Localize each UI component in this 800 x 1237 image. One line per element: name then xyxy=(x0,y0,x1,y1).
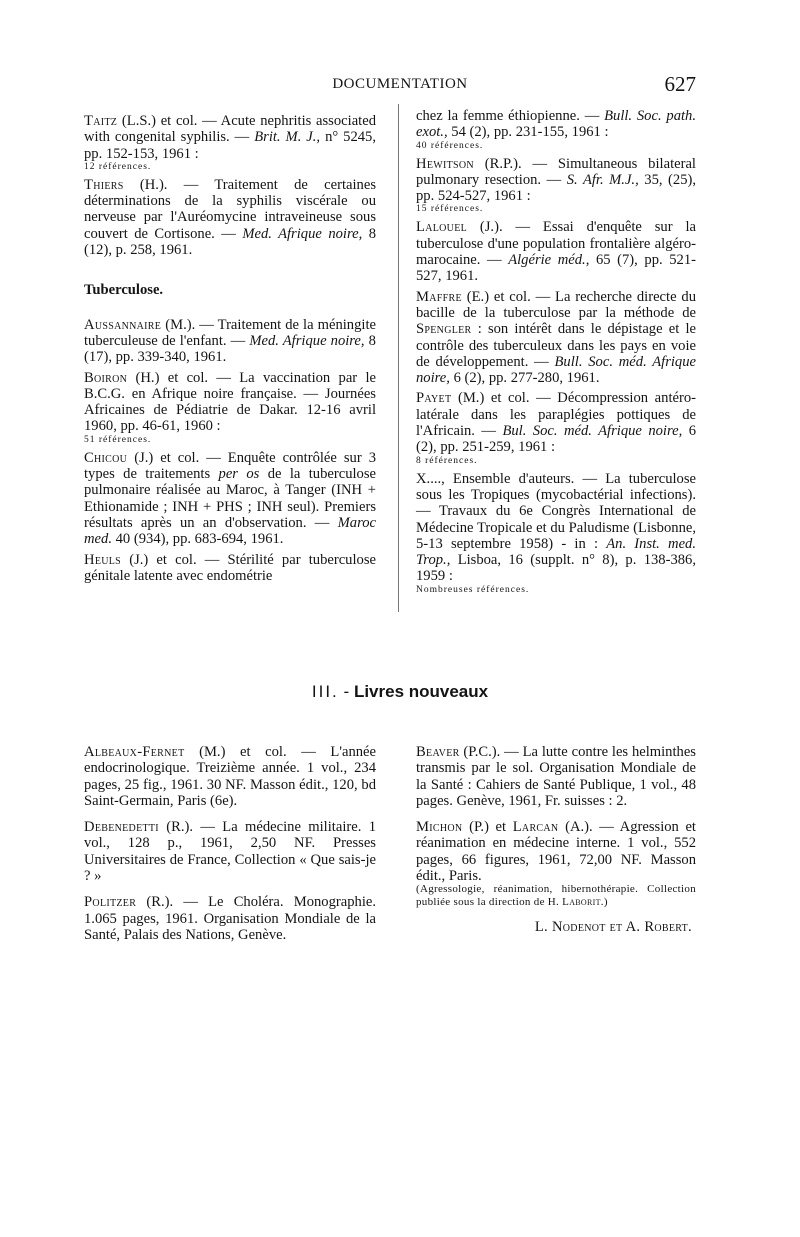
reference-author: Boiron xyxy=(84,369,128,386)
running-header: DOCUMENTATION xyxy=(332,76,468,92)
reference-text: (L.S.) et col. — Acute nephritis associated with congenital syphilis. — xyxy=(84,113,377,146)
reference-entry xyxy=(416,289,696,387)
book-text: (A.). — Agression et réanimation en médecine interne. 1 vol., 552 pages, 66 figures, 1961, 72,00 NF. Masson édit., Paris. xyxy=(416,819,696,885)
reference-source: Bull. Soc. path. exot., xyxy=(416,108,696,141)
page-number: 627 xyxy=(664,72,696,96)
books-right-column xyxy=(416,744,696,936)
reference-source: Med. Afrique noire, xyxy=(249,332,365,349)
reference-text: (E.) et col. — La recherche directe du bacille de la tuberculose par la méthode de xyxy=(416,288,696,321)
reference-author: Chicou xyxy=(84,449,128,466)
reference-note: 15 références. xyxy=(416,204,484,215)
book-author: Beaver xyxy=(416,744,460,760)
reference-author: Taitz xyxy=(84,113,118,129)
reference-author: Thiers xyxy=(84,176,124,193)
reference-entry xyxy=(416,390,696,466)
book-note-text: (Agressologie, réanimation, hibernothérapie. Collection publiée sous la direction de H. xyxy=(416,883,696,909)
reference-text: (J.) et col. — Stérilité par tuberculose génitale latente avec endométrie xyxy=(84,551,376,584)
book-text: (R.). — La médecine militaire. 1 vol., 128 p., 1961, 2,50 NF. Presses Universitaires de France, Collection « Que sais-je ? » xyxy=(84,819,376,885)
reference-entry xyxy=(416,156,696,216)
reference-author: Maffre xyxy=(416,288,462,305)
reference-source: Maroc med. xyxy=(84,514,376,548)
book-author: Debenedetti xyxy=(84,819,159,836)
reference-text: (R.P.). — Simultaneous bilateral pulmonary resection. — xyxy=(416,155,696,188)
book-entry xyxy=(416,819,696,909)
book-text: (P.) et xyxy=(469,819,507,836)
reference-author: Heuls xyxy=(84,551,122,568)
reference-author: Hewitson xyxy=(416,155,474,172)
book-text: (P.C.). — La lutte contre les helminthes transmis par le sol. Organisation Mondiale de la Santé : Cahiers de Santé Publique, 1 vol., 48 pages. Genève, 1961, Fr. suisses : 2. xyxy=(416,744,696,809)
reference-details: 65 (7), pp. 521-527, 1961. xyxy=(416,252,696,285)
book-note-end: .) xyxy=(600,896,608,909)
part-dash: - xyxy=(343,682,350,701)
reference-text: de la tuberculose pulmonaire réalisée au Maroc, à Tanger (INH + Ethionamide ; INH + PHS ; INH seul). Premiers résultats après un an d'observation. — xyxy=(84,466,377,531)
reference-note: 8 références. xyxy=(416,455,478,466)
part-heading xyxy=(0,682,800,702)
reference-note: 40 références. xyxy=(416,140,484,151)
book-author: Larcan xyxy=(512,819,559,836)
book-entry xyxy=(84,819,376,884)
reference-author: Payet xyxy=(416,390,452,407)
reference-author: Lalouel xyxy=(416,219,468,236)
reference-details: n° 5245, pp. 152-153, 1961 : xyxy=(84,129,376,162)
reference-entry xyxy=(84,317,376,366)
reference-source: Bull. Soc. méd. Afrique noire, xyxy=(416,353,697,387)
reference-details: 54 (2), pp. 231-155, 1961 : xyxy=(451,124,609,141)
reference-details: Lisboa, 16 (supplt. n° 8), p. 138-386, 1959 : xyxy=(416,552,696,585)
reference-text: (H.). — Traitement de certaines déterminations de la syphilis viscérale ou nerveuse par l'Auréomycine intraveineuse sous couvert de Cortisone. — xyxy=(84,176,376,242)
reference-text: (J.). — Essai d'enquête sur la tuberculose d'une population frontalière algéro-marocaine. — xyxy=(416,219,696,269)
reference-details: 6 (2), pp. 277-280, 1961. xyxy=(453,370,600,387)
reference-entry xyxy=(84,552,376,585)
right-column xyxy=(416,108,696,600)
reference-source: S. Afr. M.J., xyxy=(566,171,639,188)
section-heading: Tuberculose. xyxy=(84,282,164,299)
reference-text: (J.) et col. — Enquête contrôlée sur 3 types de traitements xyxy=(84,449,376,483)
reference-entry xyxy=(84,450,376,548)
reference-text: (M.). — Traitement de la méningite tuberculeuse de l'enfant. — xyxy=(84,316,376,349)
reference-entry xyxy=(84,370,376,446)
part-number: III. xyxy=(311,682,339,701)
books-left-column xyxy=(84,744,376,953)
reference-entry xyxy=(416,219,696,284)
reference-entry xyxy=(84,177,376,258)
signature: L. Nodenot et A. Robert. xyxy=(534,919,692,936)
reference-note: Nombreuses références. xyxy=(416,584,530,595)
book-author: Albeaux-Fernet xyxy=(84,744,185,760)
book-author: Michon xyxy=(416,819,463,836)
reference-details: 8 (12), p. 258, 1961. xyxy=(84,225,376,259)
reference-text: X...., Ensemble d'auteurs. — La tuberculose sous les Tropiques (mycobactérial infections). — Travaux du 6e Congrès International de Médecine Tropicale et du Paludisme (Lisbonne, 5-13 septembre 1958) - in : xyxy=(416,470,696,552)
column-divider xyxy=(398,104,399,612)
reference-inline-author: Spengler xyxy=(416,321,472,338)
reference-details: 8 (17), pp. 339-340, 1961. xyxy=(84,332,376,366)
reference-source: Brit. M. J., xyxy=(254,129,321,146)
reference-source: Med. Afrique noire, xyxy=(242,225,363,242)
part-title: Livres nouveaux xyxy=(353,682,489,701)
book-note xyxy=(416,883,696,909)
left-column xyxy=(84,113,376,588)
reference-entry xyxy=(416,471,696,596)
book-entry xyxy=(84,744,376,809)
reference-details: 6 (2), pp. 251-259, 1961 : xyxy=(416,423,696,456)
reference-entry-continued xyxy=(416,108,696,152)
reference-text: chez la femme éthiopienne. — xyxy=(416,108,600,124)
reference-source: Algérie méd., xyxy=(508,252,590,269)
reference-details: 40 (934), pp. 683-694, 1961. xyxy=(115,531,284,548)
reference-source: An. Inst. med. Trop., xyxy=(416,535,696,569)
reference-source: Bul. Soc. méd. Afrique noire, xyxy=(502,423,683,440)
reference-text: (H.) et col. — La vaccination par le B.C.G. en Afrique noire française. — Journées Africaines de Pédiatrie de Dakar. 12-16 avril 1960, pp. 46-61, 1960 : xyxy=(84,369,376,435)
reference-text: (M.) et col. — Décompression antéro-latérale dans les paraplégies pottiques de l'Africain. — xyxy=(416,390,697,440)
reference-note: 12 références. xyxy=(84,161,152,172)
reference-entry xyxy=(84,113,376,173)
book-entry xyxy=(84,894,376,943)
book-note-author: Laborit xyxy=(562,896,601,909)
reference-details: 35, (25), pp. 524-527, 1961 : xyxy=(416,171,696,205)
book-author: Politzer xyxy=(84,894,137,911)
reference-author: Aussannaire xyxy=(84,316,162,333)
book-text: (R.). — Le Choléra. Monographie. 1.065 pages, 1961. Organisation Mondiale de la Santé, Palais des Nations, Genève. xyxy=(84,894,377,943)
reference-note: 51 références. xyxy=(84,434,152,445)
book-text: (M.) et col. — L'année endocrinologique. Treizième année. 1 vol., 234 pages, 25 fig., 1961. 30 NF. Masson édit., 120, bd Saint-Germain, Paris (6e). xyxy=(84,744,376,809)
reference-italic-term: per os xyxy=(218,466,260,483)
reference-text: : son intérêt dans le dépistage et le contrôle des tuberculeux dans les pays en voie de développement. — xyxy=(416,321,696,370)
book-entry xyxy=(416,744,696,809)
